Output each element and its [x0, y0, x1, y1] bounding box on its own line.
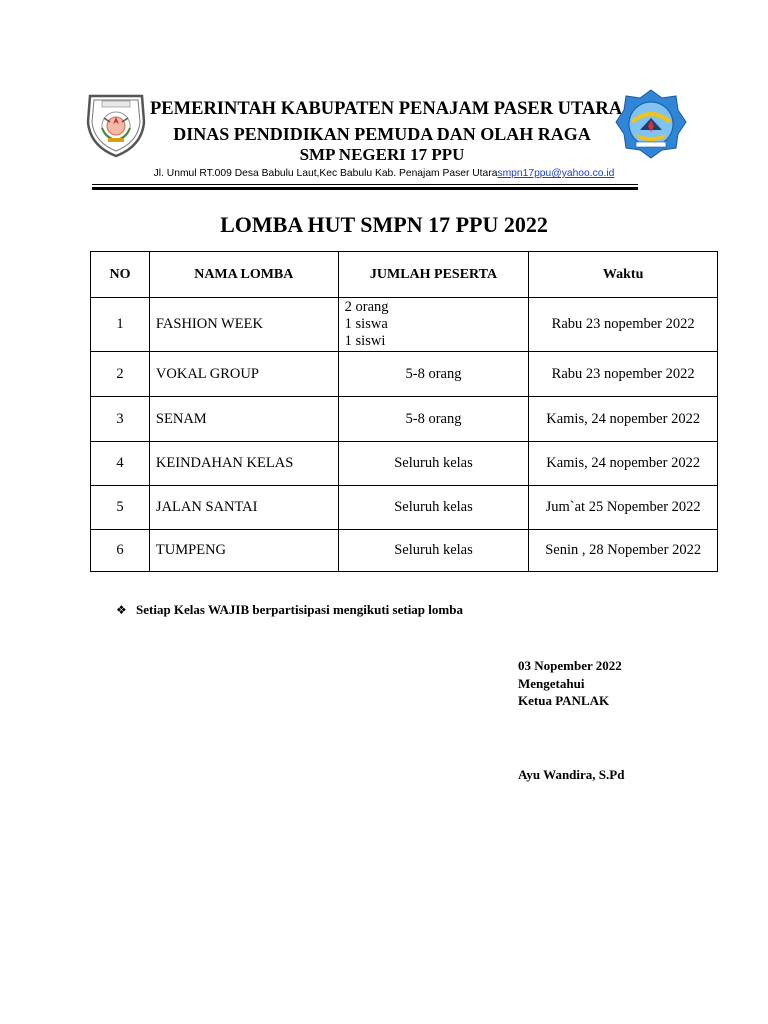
school-address: Jl. Unmul RT.009 Desa Babulu Laut,Kec Babulu Kab. Penajam Paser Utara	[153, 168, 498, 179]
header-participants: JUMLAH PESERTA	[338, 252, 529, 298]
row-competition-name: KEINDAHAN KELAS	[149, 442, 338, 486]
row-time: Rabu 23 nopember 2022	[529, 352, 718, 397]
row-competition-name: VOKAL GROUP	[149, 352, 338, 397]
school-email-link[interactable]: smpn17ppu@yahoo.co.id	[497, 168, 615, 179]
row-participants: 5-8 orang	[338, 397, 529, 442]
row-no: 5	[91, 486, 150, 530]
row-competition-name: FASHION WEEK	[149, 298, 338, 352]
note-text: Setiap Kelas WAJIB berpartisipasi mengikuti setiap lomba	[136, 602, 463, 617]
signatory-name: Ayu Wandira, S.Pd	[518, 767, 625, 782]
table-header-row	[91, 252, 718, 298]
table-row	[91, 486, 718, 530]
row-no: 4	[91, 442, 150, 486]
row-competition-name: JALAN SANTAI	[149, 486, 338, 530]
letterhead-department: DINAS PENDIDIKAN PEMUDA DAN OLAH RAGA	[173, 124, 591, 144]
letterhead-school: SMP NEGERI 17 PPU	[299, 145, 465, 164]
row-participants: Seluruh kelas	[338, 486, 529, 530]
row-participants: 5-8 orang	[338, 352, 529, 397]
row-no: 2	[91, 352, 150, 397]
row-time: Rabu 23 nopember 2022	[529, 298, 718, 352]
table-row	[91, 352, 718, 397]
signature-role: Ketua PANLAK	[518, 693, 610, 708]
letterhead-divider-thick	[92, 187, 638, 190]
header-competition-name: NAMA LOMBA	[149, 252, 338, 298]
row-participants: Seluruh kelas	[338, 530, 529, 572]
participants-line: 1 siswi	[344, 333, 386, 349]
row-time: Senin , 28 Nopember 2022	[529, 530, 718, 572]
table-row	[91, 397, 718, 442]
table-row	[91, 298, 718, 352]
header-time: Waktu	[529, 252, 718, 298]
participants-line: 2 orang	[344, 299, 389, 315]
row-participants: Seluruh kelas	[338, 442, 529, 486]
row-no: 6	[91, 530, 150, 572]
row-time: Kamis, 24 nopember 2022	[529, 442, 718, 486]
row-competition-name: SENAM	[149, 397, 338, 442]
participants-line: 1 siswa	[344, 316, 388, 332]
row-no: 3	[91, 397, 150, 442]
regency-emblem-icon	[614, 88, 688, 160]
diamond-bullet-icon: ❖	[116, 603, 127, 617]
school-emblem-icon	[80, 88, 152, 160]
row-participants	[338, 298, 529, 352]
row-time: Jum`at 25 Nopember 2022	[529, 486, 718, 530]
letterhead-address-line	[96, 168, 672, 179]
letterhead	[150, 98, 623, 165]
header-no: NO	[91, 252, 150, 298]
row-no: 1	[91, 298, 150, 352]
letterhead-government: PEMERINTAH KABUPATEN PENAJAM PASER UTARA	[150, 99, 623, 119]
row-competition-name: TUMPENG	[149, 530, 338, 572]
row-time: Kamis, 24 nopember 2022	[529, 397, 718, 442]
letterhead-divider-thin	[92, 184, 638, 185]
document-title: LOMBA HUT SMPN 17 PPU 2022	[220, 212, 548, 237]
participation-note	[116, 602, 463, 618]
signature-acknowledged: Mengetahui	[518, 676, 585, 691]
competition-table	[90, 251, 718, 572]
table-row	[91, 530, 718, 572]
table-row	[91, 442, 718, 486]
signature-date: 03 Nopember 2022	[518, 658, 622, 673]
